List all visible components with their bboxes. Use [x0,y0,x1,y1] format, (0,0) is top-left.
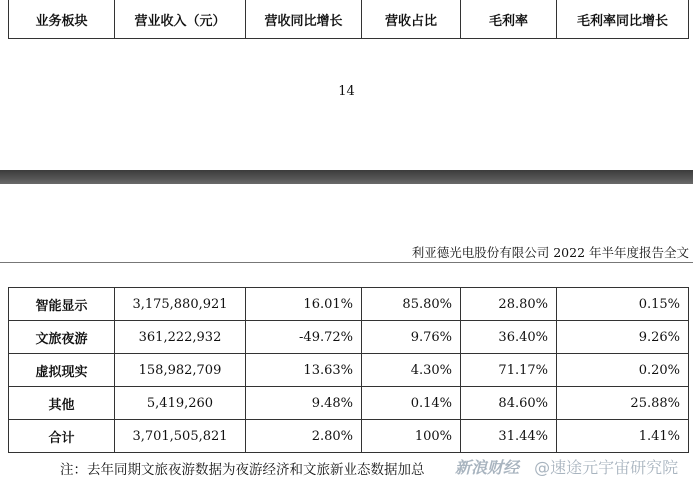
revenue-cell: 5,419,260 [115,387,246,420]
revenue-cell: 3,175,880,921 [115,288,246,321]
table-row [9,354,689,387]
revenue-cell: 158,982,709 [115,354,246,387]
gross-margin-cell: 84.60% [461,387,557,420]
running-header-rule [0,262,693,263]
page-break-band [0,170,693,184]
table-row [9,321,689,354]
revenue-share-cell: 85.80% [362,288,461,321]
col-gross-margin: 毛利率 [461,0,557,39]
segment-cell: 虚拟现实 [9,354,115,387]
revenue-share-cell: 0.14% [362,387,461,420]
revenue-yoy-cell: 13.63% [246,354,362,387]
segment-cell: 文旅夜游 [9,321,115,354]
segment-cell: 合计 [9,420,115,453]
table-header [8,0,689,39]
gross-margin-yoy-cell: 0.15% [557,288,689,321]
table-note: 注：去年同期文旅夜游数据为夜游经济和文旅新业态数据加总 [60,462,425,478]
gross-margin-cell: 36.40% [461,321,557,354]
table-row [9,387,689,420]
revenue-yoy-cell: 16.01% [246,288,362,321]
running-header: 利亚德光电股份有限公司 2022 年半年度报告全文 [411,245,689,260]
segment-cell: 智能显示 [9,288,115,321]
revenue-yoy-cell: 9.48% [246,387,362,420]
revenue-yoy-cell: -49.72% [246,321,362,354]
gross-margin-yoy-cell: 9.26% [557,321,689,354]
page-number: 14 [338,84,355,99]
revenue-yoy-cell: 2.80% [246,420,362,453]
col-revenue-yoy: 营收同比增长 [246,0,362,39]
revenue-share-cell: 9.76% [362,321,461,354]
watermark-logo: 新浪财经 [455,458,520,477]
revenue-table [8,287,689,453]
gross-margin-cell: 28.80% [461,288,557,321]
watermark-account: @速途元宇宙研究院 [534,458,679,477]
gross-margin-cell: 71.17% [461,354,557,387]
table-row [9,288,689,321]
watermark [455,455,678,478]
col-segment: 业务板块 [9,0,115,39]
revenue-share-cell: 4.30% [362,354,461,387]
gross-margin-yoy-cell: 0.20% [557,354,689,387]
col-revenue: 营业收入（元） [115,0,246,39]
table-row-total [9,420,689,453]
col-gross-margin-yoy: 毛利率同比增长 [557,0,689,39]
revenue-cell: 361,222,932 [115,321,246,354]
segment-cell: 其他 [9,387,115,420]
revenue-share-cell: 100% [362,420,461,453]
header-row [9,0,689,39]
col-revenue-share: 营收占比 [362,0,461,39]
revenue-cell: 3,701,505,821 [115,420,246,453]
gross-margin-cell: 31.44% [461,420,557,453]
gross-margin-yoy-cell: 25.88% [557,387,689,420]
gross-margin-yoy-cell: 1.41% [557,420,689,453]
